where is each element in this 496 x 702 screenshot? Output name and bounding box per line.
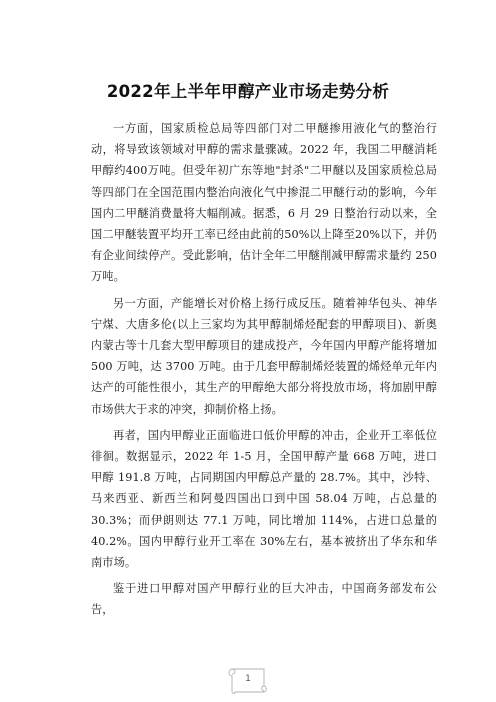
paragraph-4: 鉴于进口甲醇对国产甲醇行业的巨大冲击，中国商务部发布公告， (91, 582, 437, 617)
page-footer (226, 664, 270, 696)
paragraph-1: 一方面，国家质检总局等四部门对二甲醚掺用液化气的整治行动，将导致该领域对甲醇的需求量骤减。2022 年，我国二甲醚消耗甲醇约400万吨。但受年初广东等地"封杀"二甲醚以及国家质检总局等四部门在全国范围内整治向液化气中掺混二甲醚行动的影响，今年国内二甲醚消费量将大幅削减。据悉，6 月 29 日整治行动以来，全国二甲醚装置平均开工率已经由此前的50%以上降至20%以下，并仍有企业间续停产。受此影响，估计全年二甲醚削减甲醇需求量约 250 万吨。 (91, 122, 437, 284)
document-body (91, 118, 437, 626)
page-number: 1 (245, 674, 251, 684)
paragraph-3: 再者，国内甲醇业正面临进口低价甲醇的冲击，企业开工率低位徘徊。数据显示，2022 年 1-5 月，全国甲醇产量 668 万吨，进口甲醇 191.8 万吨，占同期国内甲醇总产量的 28.7%。其中，沙特、马来西亚、新西兰和阿曼四国出口到中国 58.04 万吨，占总量的 30.3%；而伊朗则达 77.1 万吨，同比增加 114%，占进口总量的 40.2%。国内甲醇行业开工率在 30%左右，基本被挤出了华东和华南市场。 (91, 428, 437, 570)
paragraph-2: 另一方面，产能增长对价格上扬行成反压。随着神华包头、神华宁煤、大唐多伦(以上三家均为其甲醇制烯烃配套的甲醇项目)、新奥内蒙古等十几套大型甲醇项目的建成投产，今年国内甲醇产能将增加 500 万吨，达 3700 万吨。由于几套甲醇制烯烃装置的烯烃单元年内达产的可能性很小，其生产的甲醇绝大部分将投放市场，将加剧甲醇市场供大于求的冲突，抑制价格上扬。 (91, 296, 437, 416)
document-title: 2022年上半年甲醇产业市场走势分析 (106, 82, 390, 101)
